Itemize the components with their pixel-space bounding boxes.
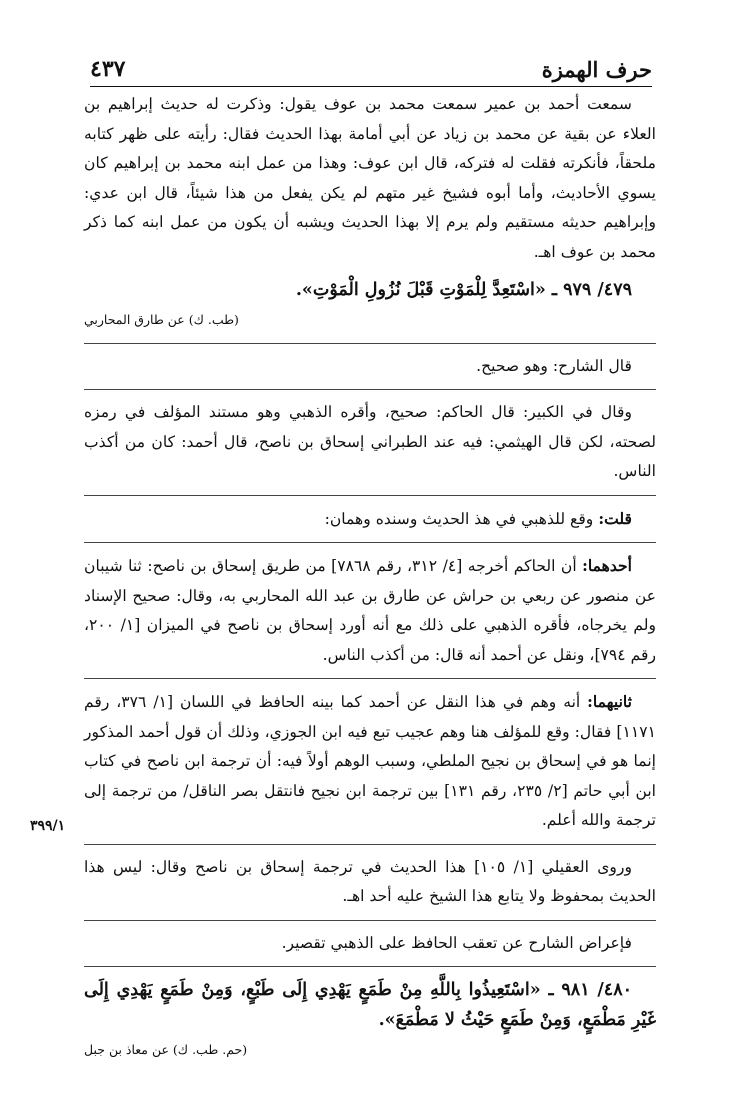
hadith-source: (طب. ك) عن طارق المحاربي xyxy=(84,312,239,327)
separator xyxy=(84,343,656,344)
hadith-number: ٤٨٠/ ٩٨١ ـ xyxy=(548,980,632,1000)
page-number: ٤٣٧ xyxy=(90,56,126,82)
paragraph-second xyxy=(84,687,656,836)
margin-reference: ٣٩٩/١ xyxy=(30,818,66,834)
hadith-text: «اسْتَعِدَّ لِلْمَوْتِ قَبْلَ نُزُولِ الْمَوْتِ». xyxy=(295,280,546,300)
separator xyxy=(84,542,656,543)
second-text: أنه وهم في هذا النقل عن أحمد كما بينه الحافظ في اللسان [١/ ٣٧٦، رقم ١١٧١] فقال: وقع للمؤلف هنا وهم عجيب تبع فيه ابن الجوزي، وذلك أن قول أحمد المذكور إنما هو في إسحاق بن نجيح الملطي، وسبب الوهم أولاً فيه: أن ترجمة ابن ناصح في كتاب ابن أبي حاتم [٢/ ٢٣٥، رقم ١٣١] بين ترجمة ابن نجيح فانتقل بصر الناقل/ من ترجمة إلى ترجمة والله أعلم. xyxy=(84,693,657,829)
page-body xyxy=(84,90,656,1065)
paragraph-uqayli: وروى العقيلي [١/ ١٠٥] هذا الحديث في ترجمة إسحاق بن ناصح وقال: ليس هذا الحديث بمحفوظ ولا يتابع هذا الشيخ عليه أحد اهـ. xyxy=(84,857,656,905)
qultu-text: وقع للذهبي في هذ الحديث وسنده وهمان: xyxy=(324,509,599,528)
paragraph-qultu xyxy=(84,504,656,535)
separator xyxy=(84,389,656,390)
separator xyxy=(84,844,656,845)
paragraph-conclusion: فإعراض الشارح عن تعقب الحافظ على الذهبي تقصير. xyxy=(281,933,632,952)
page-header xyxy=(90,42,652,87)
paragraph-intro: سمعت أحمد بن عمير سمعت محمد بن عوف يقول: وذكرت له حديث إبراهيم بن العلاء عن بقية عن محمد بن زياد عن أبي أمامة بهذا الحديث فقال: رأيته على ظهر كتابه ملحقاً، فأنكرته فقلت له فتركه، قال ابن عوف: وهذا من عمل ابنه محمد بن إبراهيم كان يسوي الأحاديث، وأما أبوه فشيخ غير متهم لم يكن يفعل من هذا شيئاً، قال ابن عدي: وإبراهيم حديثه مستقيم ولم يرم إلا بهذا الحديث ويشبه أن يكون من عمل ابنه كما ذكر محمد بن عوف اهـ. xyxy=(84,95,656,261)
paragraph-sharih: قال الشارح: وهو صحيح. xyxy=(476,356,632,375)
hadith-981 xyxy=(84,975,656,1035)
second-label: ثانيهما: xyxy=(587,692,633,711)
first-text: أن الحاكم أخرجه [٤/ ٣١٢، رقم ٧٨٦٨] من طريق إسحاق بن ناصح: ثنا شيبان عن منصور عن ربعي بن حراش عن طارق بن عبد الله المحاربي به، وقال: صحيح الإسناد ولم يخرجاه، فأقره الذهبي على ذلك مع أنه أورد إسحاق بن ناصح في الميزان [١/ ٢٠٠، رقم ٧٩٤]، ونقل عن أحمد أنه قال: من أكذب الناس. xyxy=(84,557,657,664)
hadith-text: «اسْتَعِيذُوا بِاللَّهِ مِنْ طَمَعٍ يَهْدِي إِلَى طَبْعٍ، وَمِنْ طَمَعٍ يَهْدِي إِلَى غَيْرِ مَطْمَعٍ، وَمِنْ طَمَعٍ حَيْثُ لا مَطْمَعَ». xyxy=(84,980,656,1030)
paragraph-kabir: وقال في الكبير: قال الحاكم: صحيح، وأقره الذهبي وهو مستند المؤلف في رمزه لصحته، لكن قال الهيثمي: فيه عند الطبراني إسحاق بن ناصح، قال أحمد: كان من أكذب الناس. xyxy=(84,403,656,480)
hadith-source: (حم. طب. ك) عن معاذ بن جبل xyxy=(84,1042,248,1057)
paragraph-first xyxy=(84,551,656,670)
chapter-title: حرف الهمزة xyxy=(541,57,652,82)
first-label: أحدهما: xyxy=(582,556,633,575)
separator xyxy=(84,678,656,679)
separator xyxy=(84,966,656,967)
hadith-979 xyxy=(84,275,656,305)
separator xyxy=(84,920,656,921)
separator xyxy=(84,495,656,496)
hadith-number: ٤٧٩/ ٩٧٩ ـ xyxy=(551,280,632,300)
qultu-label: قلت: xyxy=(598,508,632,528)
